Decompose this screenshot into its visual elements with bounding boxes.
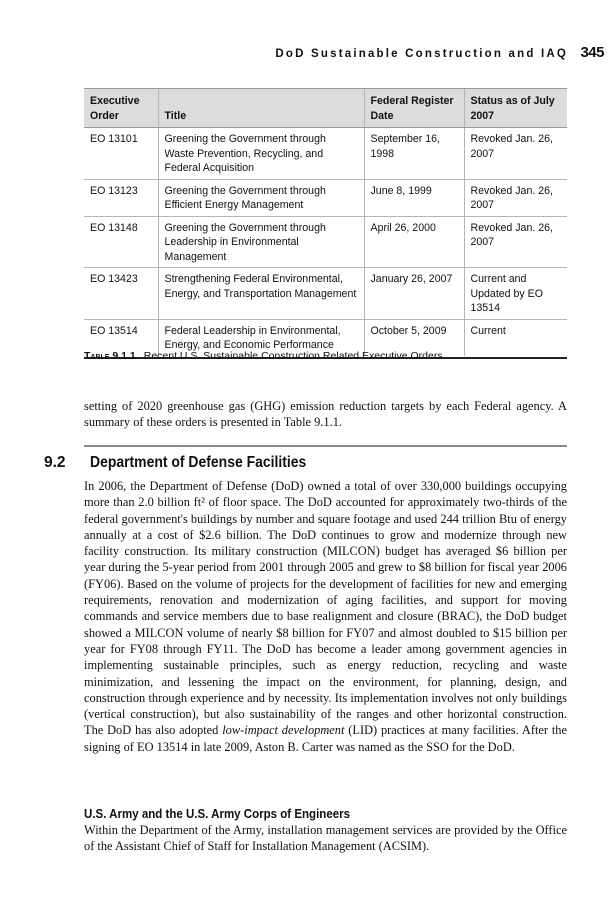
cell-date: April 26, 2000 <box>364 216 464 268</box>
intro-paragraph: setting of 2020 greenhouse gas (GHG) emission reduction targets by each Federal agency. A summary of these orders is presented in Table 9.1.1. <box>84 399 567 430</box>
cell-title: Federal Leadership in Environmental, Energy, and Economic Performance <box>158 319 364 356</box>
cell-order: EO 13148 <box>84 216 158 268</box>
cell-date: June 8, 1999 <box>364 179 464 216</box>
table-row <box>84 179 567 216</box>
cell-title: Greening the Government through Leadership in Environmental Management <box>158 216 364 268</box>
executive-orders-table <box>84 88 567 356</box>
cell-status: Revoked Jan. 26, 2007 <box>464 128 567 180</box>
cell-order: EO 13423 <box>84 268 158 320</box>
page-number: 345 <box>580 44 604 61</box>
body-text: In 2006, the Department of Defense (DoD) owned a total of over 330,000 buildings occupying more than 2.0 billion ft² of floor space. The DoD accounted for approximately two-thirds of the federal government's buildings by number and square footage and used 244 trillion Btu of energy annually at a cost of $2.6 billion. The DoD continues to grow and modernize through new facility construction. Its military construction (MILCON) budget has averaged $6 billion per year during the 5-year period from 2001 through 2005 and grew to $8 billion for fiscal year 2006 (FY06). Based on the volume of projects for the development of facilities for new and emerging requirements, renovation and modernization of aging facilities, and support for moving commands and service members due to base realignment and closure (BRAC), the DoD budget showed a MILCON volume of nearly $8 billion for FY07 and almost doubled to $15 billion per year for FY08 through FY11. The DoD has become a leader among government agencies in implementing sustainable principles, such as energy reduction, recycling and waste minimization, and lessening the impact on the environment, for planning, design, and construction through experience and by necessity. Its implementation involves not only buildings (vertical construction), but also sustainability of the ranges and other horizontal construction. The DoD has also adopted <box>84 479 567 738</box>
table-header-row <box>84 89 567 128</box>
cell-order: EO 13514 <box>90 324 138 337</box>
cell-date: October 5, 2009 <box>364 319 464 356</box>
running-title: DoD Sustainable Construction and IAQ <box>275 48 568 60</box>
cell-title: Strengthening Federal Environmental, Energy, and Transportation Management <box>158 268 364 320</box>
column-header-order: Executive Order <box>84 89 158 128</box>
body-text: (LID) practices at many facilities. After the signing of EO 13514 in late 2009, Aston B. Carter was named as the SSO for the DoD. <box>84 723 567 754</box>
section-number: 9.2 <box>44 454 66 471</box>
caption-text: Recent U.S. Sustainable Construction Related Executive Orders <box>143 350 443 362</box>
caption-label: Table 9.1.1 <box>84 350 136 362</box>
cell-status: Current and Updated by EO 13514 <box>464 268 567 320</box>
executive-orders-table-block <box>84 88 567 359</box>
column-header-title: Title <box>158 89 364 128</box>
cell-status: Current <box>464 319 567 356</box>
cell-title: Greening the Government through Waste Prevention, Recycling, and Federal Acquisition <box>158 128 364 180</box>
subsection-body-paragraph: Within the Department of the Army, installation management services are provided by the Office of the Assistant Chief of Staff for Installation Management (ACSIM). <box>84 823 567 854</box>
section-title: Department of Defense Facilities <box>90 454 307 471</box>
cell-date: January 26, 2007 <box>364 268 464 320</box>
column-header-status: Status as of July 2007 <box>464 89 567 128</box>
cell-order: EO 13101 <box>84 128 158 180</box>
body-emphasis: low-impact development <box>222 723 345 738</box>
section-body-paragraph <box>84 478 567 755</box>
table-row <box>84 128 567 180</box>
cell-order: EO 13123 <box>84 179 158 216</box>
cell-date: September 16, 1998 <box>364 128 464 180</box>
cell-status: Revoked Jan. 26, 2007 <box>464 216 567 268</box>
cell-status: Revoked Jan. 26, 2007 <box>464 179 567 216</box>
section-divider <box>84 445 567 447</box>
column-header-date: Federal Register Date <box>364 89 464 128</box>
table-caption <box>84 350 567 362</box>
cell-title: Greening the Government through Efficient Energy Management <box>158 179 364 216</box>
subsection-title: U.S. Army and the U.S. Army Corps of Engineers <box>84 806 351 821</box>
table-row <box>84 268 567 320</box>
table-row <box>84 216 567 268</box>
